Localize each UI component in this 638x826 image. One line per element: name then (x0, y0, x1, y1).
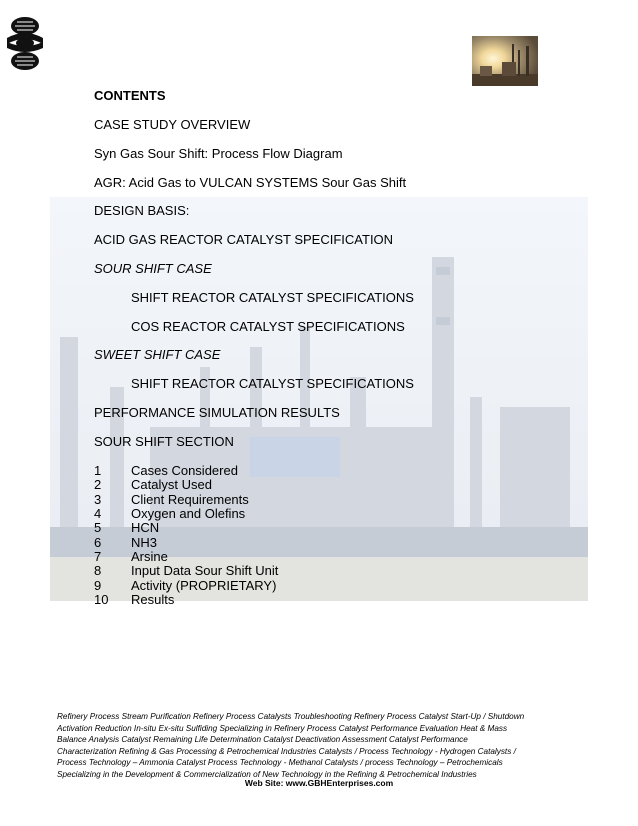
toc-item: PERFORMANCE SIMULATION RESULTS (94, 405, 340, 420)
item-number: 6 (94, 535, 102, 550)
item-number: 5 (94, 520, 102, 535)
item-number: 1 (94, 463, 102, 478)
item-text: Cases Considered (131, 463, 238, 478)
toc-item: Syn Gas Sour Shift: Process Flow Diagram (94, 146, 343, 161)
toc-subitem: SHIFT REACTOR CATALYST SPECIFICATIONS (131, 290, 414, 305)
toc-subitem: SHIFT REACTOR CATALYST SPECIFICATIONS (131, 376, 414, 391)
item-text: Catalyst Used (131, 477, 212, 492)
item-text: Activity (PROPRIETARY) (131, 578, 277, 593)
item-text: Results (131, 592, 175, 607)
item-text: HCN (131, 520, 160, 535)
toc-item: CASE STUDY OVERVIEW (94, 117, 251, 132)
toc-item: SOUR SHIFT SECTION (94, 434, 234, 449)
item-number: 8 (94, 563, 102, 578)
item-number: 10 (94, 592, 109, 607)
item-text: Client Requirements (131, 492, 249, 507)
refinery-photo (472, 36, 538, 86)
toc-section-sweet-shift: SWEET SHIFT CASE (94, 347, 221, 362)
toc-item: DESIGN BASIS: (94, 203, 190, 218)
item-number: 3 (94, 492, 102, 507)
toc-section-sour-shift: SOUR SHIFT CASE (94, 261, 212, 276)
footer-description: Refinery Process Stream Purification Refinery Process Catalysts Troubleshooting Refinery Process Catalyst Start-Up / Shutdown Activation Reduction In-situ Ex-situ Sulfiding Specializing in Refinery Process Catalyst Performance Evaluation Heat & Mass Balance Analysis Catalyst Remaining Life Determination Catalyst Deactivation Assessment Catalyst Performance Characterization Refining & Gas Processing & Petrochemical Industries Catalysts / Process Technology - Hydrogen Catalysts / Process Technology – Ammonia Catalyst Process Technology - Methanol Catalysts / process Technology – Petrochemicals Specializing in the Development & Commercialization of New Technology in the Refining & Petrochemical Industries (57, 712, 525, 779)
item-number: 9 (94, 578, 102, 593)
item-text: Oxygen and Olefins (131, 506, 246, 521)
item-number: 7 (94, 549, 102, 564)
contents-heading: CONTENTS (94, 88, 166, 103)
toc-item: AGR: Acid Gas to VULCAN SYSTEMS Sour Gas Shift (94, 175, 407, 190)
item-number: 2 (94, 477, 102, 492)
company-logo (3, 12, 47, 74)
item-number: 4 (94, 506, 102, 521)
toc-item: ACID GAS REACTOR CATALYST SPECIFICATION (94, 232, 394, 247)
toc-subitem: COS REACTOR CATALYST SPECIFICATIONS (131, 319, 405, 334)
item-text: NH3 (131, 535, 158, 550)
item-text: Arsine (131, 549, 168, 564)
website-link[interactable]: Web Site: www.GBHEnterprises.com (244, 778, 394, 788)
item-text: Input Data Sour Shift Unit (131, 563, 279, 578)
